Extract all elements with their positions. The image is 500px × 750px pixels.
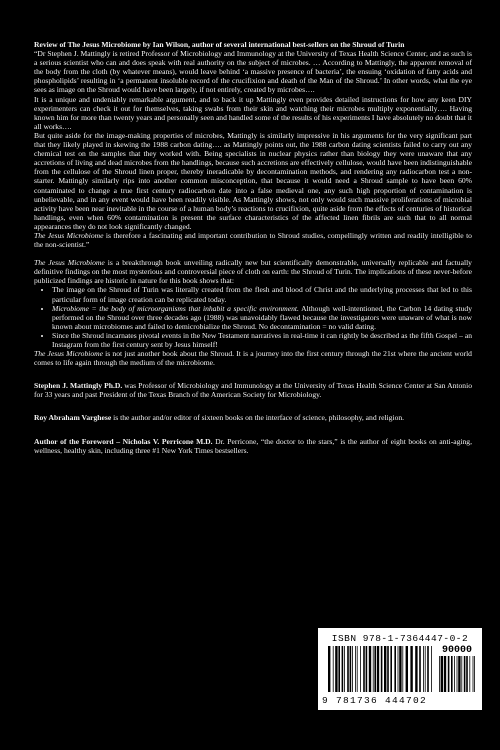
barcode-bar [377, 646, 379, 692]
barcode-bar [344, 646, 345, 692]
microbiome-definition: Microbiome = the body of microorganisms that inhabit a specific environment. [52, 303, 299, 313]
finding-item: • The image on the Shroud of Turin was literally created from the flesh and blood of Christ and the underlying processes that led to this particular form of image creation can be replicated today. [52, 285, 472, 303]
barcode-bar [384, 646, 386, 692]
barcode-bar [398, 646, 399, 692]
finding-item: • Since the Shroud incarnates pivotal events in the New Testament narratives in real-time it can rightly be described as the fifth Gospel – an Instagram from the first century sent by Jesus himself! [52, 331, 472, 349]
review-paragraph-2: It is a unique and undeniably remarkable argument, and to back it up Mattingly even provides detailed instructions for how any keen DIY experimenters can check it out for themselves, taking swabs from their skin and watching their microbes multiply exponentially…. Having known him for more than twenty years and personally seen and handled some of the results of his experiments I have absolutely no doubt that it all works…. [34, 94, 472, 131]
barcode-bar [444, 656, 446, 692]
review-paragraph-3: But quite aside for the image-making properties of microbes, Mattingly is similarly impressive in his arguments for the very significant part that they likely played in skewing the 1988 carbon dating…. as Mattingly points out, the 1988 carbon dating scientists failed to carry out any chemical test on the samples that they worked with. Being specialists in nuclear physics rather than biology they were unaware that any accretions of living and dead microbes from the handlings, because such accretions are effectively cellulose, would have been indistinguishable from the cellulose of the Shroud linen proper, thereby ineradicable by decontamination methods, and rendering any radiocarbon test a non-starter. Mattingly similarly rips into another common misconception, that because it would need a Shroud sample to have been 60% contaminated to change a true first century radiocarbon date into a false medieval one, any such high proportion of contamination is unbelievable, and in any event would have been readily visible. As Mattingly shows, not only would such massive proliferations of microbial activity have been near inevitable in the course of a human body’s reactions to crucifixion, quite aside from the effects of centuries of historical handlings, even when 60% contamination is present the surface characteristics of the affected linen fibrils are such that to all normal appearances they do not look significantly changed. [34, 130, 472, 231]
review-paragraph-1: “Dr Stephen J. Mattingly is retired Professor of Microbiology and Immunology at the University of Texas Health Science Center, and as such is a serious scientist who can and does speak with real authority on the subject of microbes. … According to Mattingly, the apparent removal of the body from the cloth (by whatever means), would leave behind ‘a massive presence of bacteria’, the ensuing ‘oxidation of fatty acids and phospholipids’ resulting in ‘a permanent insoluble record of the crucifixion and death of the Man of the Shroud.’ In other words, what the eye sees as image on the Shroud would have been largely, if not entirely, created by microbes…. [34, 49, 472, 95]
barcode-bar [427, 646, 429, 692]
barcode-bar [431, 646, 432, 692]
barcode-bar [410, 646, 412, 692]
review-closing [34, 231, 472, 249]
back-cover-text [34, 40, 472, 455]
barcode-bar [357, 646, 358, 692]
ean-digits: 9 781736 444702 [322, 695, 428, 706]
barcode-bar [333, 646, 334, 692]
barcode-bar [439, 656, 440, 692]
bio-text: was Professor of Microbiology and Immunology at the University of Texas Health Science Center at San Antonio for 33 years and past President of the Texas Branch of the American Society for Microbiology. [34, 381, 472, 400]
barcode-bar [360, 646, 361, 692]
review-closing-text: is therefore a fascinating and important contribution to Shroud studies, compellingly written and readily intelligible to the non-scientist.” [34, 230, 472, 250]
bio-text: Dr. Perricone, “the doctor to the stars,” is the author of eight books on anti-aging, wellness, healthy skin, including three #1 New York Times bestsellers. [34, 436, 472, 455]
barcode-bar [363, 646, 365, 692]
barcode-bar [369, 646, 371, 692]
barcode-bar [355, 646, 356, 692]
bio-name: Stephen J. Mattingly Ph.D. [34, 381, 123, 391]
bio-name: Author of the Foreword – Nicholas V. Perricone M.D. [34, 436, 213, 446]
barcode-bar [473, 656, 474, 692]
barcode-bar [402, 646, 403, 692]
barcode-bar [464, 656, 466, 692]
barcode-bar [425, 646, 426, 692]
finding-text: Although well-intentioned, the Carbon 14 dating study performed on the Shroud over three decades ago (1988) was unavoidably flawed because the investigators were unaware of what is now known about microbiomes and failed to demicrobialize the Shroud. No decontamination = no valid dating. [52, 303, 472, 331]
barcode-bar [328, 646, 330, 692]
blurb-intro-text: is a breakthrough book unveiling radically new but scientifically demonstrable, universally replicable and factually definitive findings on the most mysterious and controversial piece of cloth on earth: the Shroud of Turin. The implications of these never-before publicized findings are historic in nature for this book shows that: [34, 258, 472, 286]
review-heading: Review of The Jesus Microbiome by Ian Wilson, author of several international best-sellers on the Shroud of Turin [34, 40, 405, 49]
blurb-closing-text: is not just another book about the Shroud. It is a journey into the first century through the 21st where the ancient world comes to life again through the medium of the microbiome. [34, 349, 472, 368]
barcode-bar [338, 646, 340, 692]
barcode-bar [451, 656, 453, 692]
blurb-intro [34, 258, 472, 285]
finding-item [52, 304, 472, 331]
bio-mattingly [34, 381, 472, 399]
barcode-bar [457, 656, 458, 692]
barcode-bar [474, 656, 475, 692]
book-title: The Jesus Microbiome [34, 258, 105, 268]
barcode-bar [448, 656, 450, 692]
barcode-bar [419, 646, 421, 692]
barcode-bar [366, 646, 368, 692]
barcode-bar [466, 656, 468, 692]
barcode-bar [381, 646, 383, 692]
book-title: The Jesus Microbiome [34, 230, 104, 240]
price-barcode-bars [439, 656, 475, 692]
barcode-bar [373, 646, 374, 692]
bio-name: Roy Abraham Varghese [34, 413, 112, 423]
bio-text: is the author and/or editor of sixteen books on the interface of science, philosophy, and religion. [111, 413, 405, 423]
barcode-bar [461, 656, 462, 692]
ean-barcode-bars [328, 646, 432, 692]
findings-list [34, 285, 472, 349]
bio-perricone [34, 437, 472, 455]
barcode-bar [352, 646, 353, 692]
book-title: The Jesus Microbiome [34, 349, 104, 359]
barcode-bar [342, 646, 344, 692]
price-code: 90000 [441, 645, 472, 656]
barcode-bar [390, 646, 392, 692]
barcode-bar [374, 646, 376, 692]
barcode-bar [441, 656, 443, 692]
isbn-barcode [318, 628, 482, 710]
barcode-bar [399, 646, 401, 692]
blurb-closing [34, 349, 472, 367]
bio-varghese [34, 413, 472, 422]
barcode-bar [423, 646, 424, 692]
barcode-bar [350, 646, 352, 692]
barcode-bar [469, 656, 470, 692]
barcode-bar [458, 656, 460, 692]
barcode-bar [387, 646, 389, 692]
barcode-bar [394, 646, 396, 692]
barcode-bar [454, 656, 455, 692]
barcode-bar [347, 646, 349, 692]
isbn-number: ISBN 978-1-7364447-0-2 [331, 633, 469, 644]
barcode-bar [415, 646, 417, 692]
barcode-bar [335, 646, 337, 692]
barcode-bar [406, 646, 408, 692]
